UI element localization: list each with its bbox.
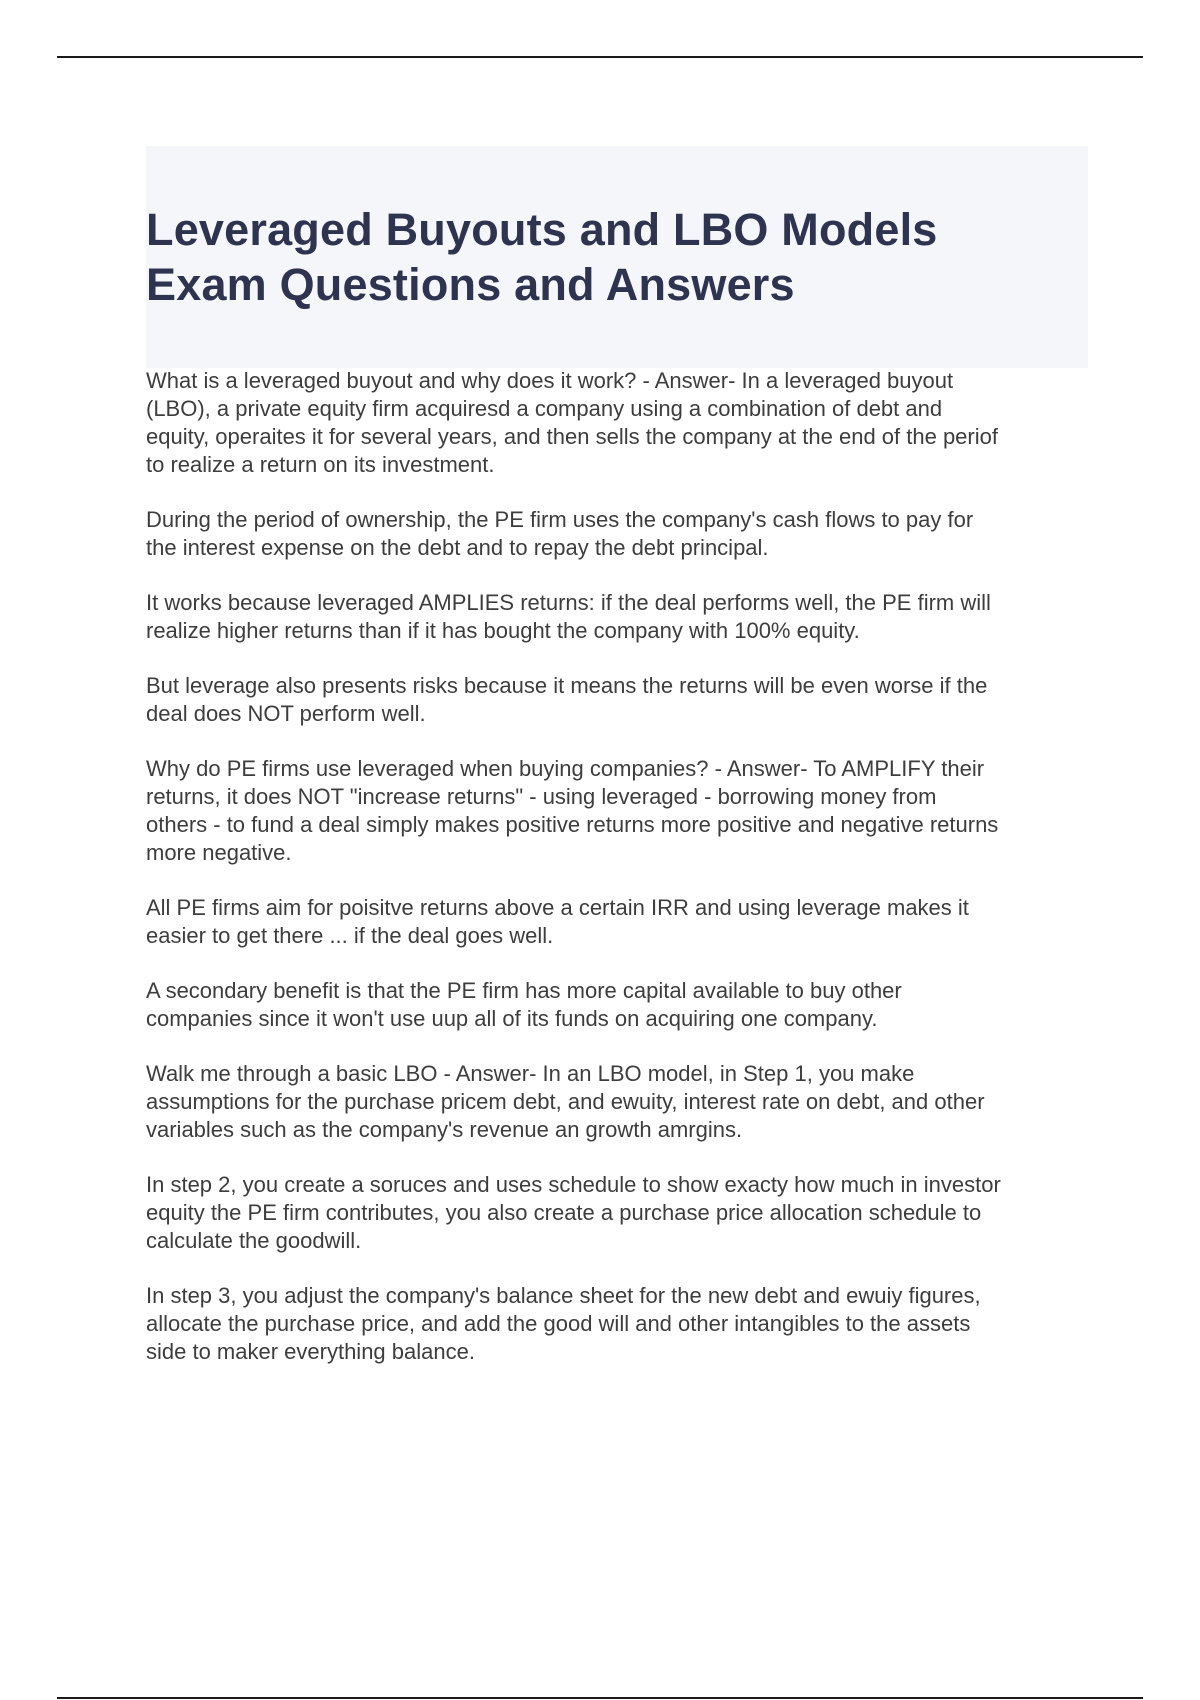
paragraph: A secondary benefit is that the PE firm has more capital available to buy other companies since it won't use uup all of its funds on acquiring one company. [146, 978, 902, 1031]
top-rule [57, 56, 1143, 58]
paragraph: Walk me through a basic LBO - Answer- In an LBO model, in Step 1, you make assumptions for the purchase pricem debt, and ewuity, interest rate on debt, and other variables such as the company's revenue an growth amrgins. [146, 1061, 985, 1142]
paragraph: It works because leveraged AMPLIES returns: if the deal performs well, the PE firm will realize higher returns than if it has bought the company with 100% equity. [146, 590, 991, 643]
paragraph: Why do PE firms use leveraged when buying companies? - Answer- To AMPLIFY their returns, it does NOT "increase returns" - using leveraged - borrowing money from others - to fund a deal simply makes positive returns more positive and negative returns more negative. [146, 756, 999, 865]
paragraph: But leverage also presents risks because it means the returns will be even worse if the deal does NOT perform well. [146, 673, 988, 726]
paragraph: In step 2, you create a soruces and uses schedule to show exacty how much in investor equity the PE firm contributes, you also create a purchase price allocation schedule to calculate the goodwill. [146, 1172, 1001, 1253]
paragraph: In step 3, you adjust the company's balance sheet for the new debt and ewuiy figures, allocate the purchase price, and add the good will and other intangibles to the assets side to maker everything balance. [146, 1283, 981, 1364]
bottom-rule [57, 1697, 1143, 1699]
document-body [146, 367, 1096, 1393]
paragraph: What is a leveraged buyout and why does it work? - Answer- In a leveraged buyout (LBO), a private equity firm acquiresd a company using a combination of debt and equity, operaites it for several years, and then sells the company at the end of the periof to realize a return on its investment. [146, 368, 998, 477]
paragraph: All PE firms aim for poisitve returns above a certain IRR and using leverage makes it easier to get there ... if the deal goes well. [146, 895, 969, 948]
document-title: Leveraged Buyouts and LBO Models Exam Questions and Answers [146, 204, 938, 310]
paragraph: During the period of ownership, the PE firm uses the company's cash flows to pay for the interest expense on the debt and to repay the debt principal. [146, 507, 974, 560]
title-block [146, 146, 1088, 368]
